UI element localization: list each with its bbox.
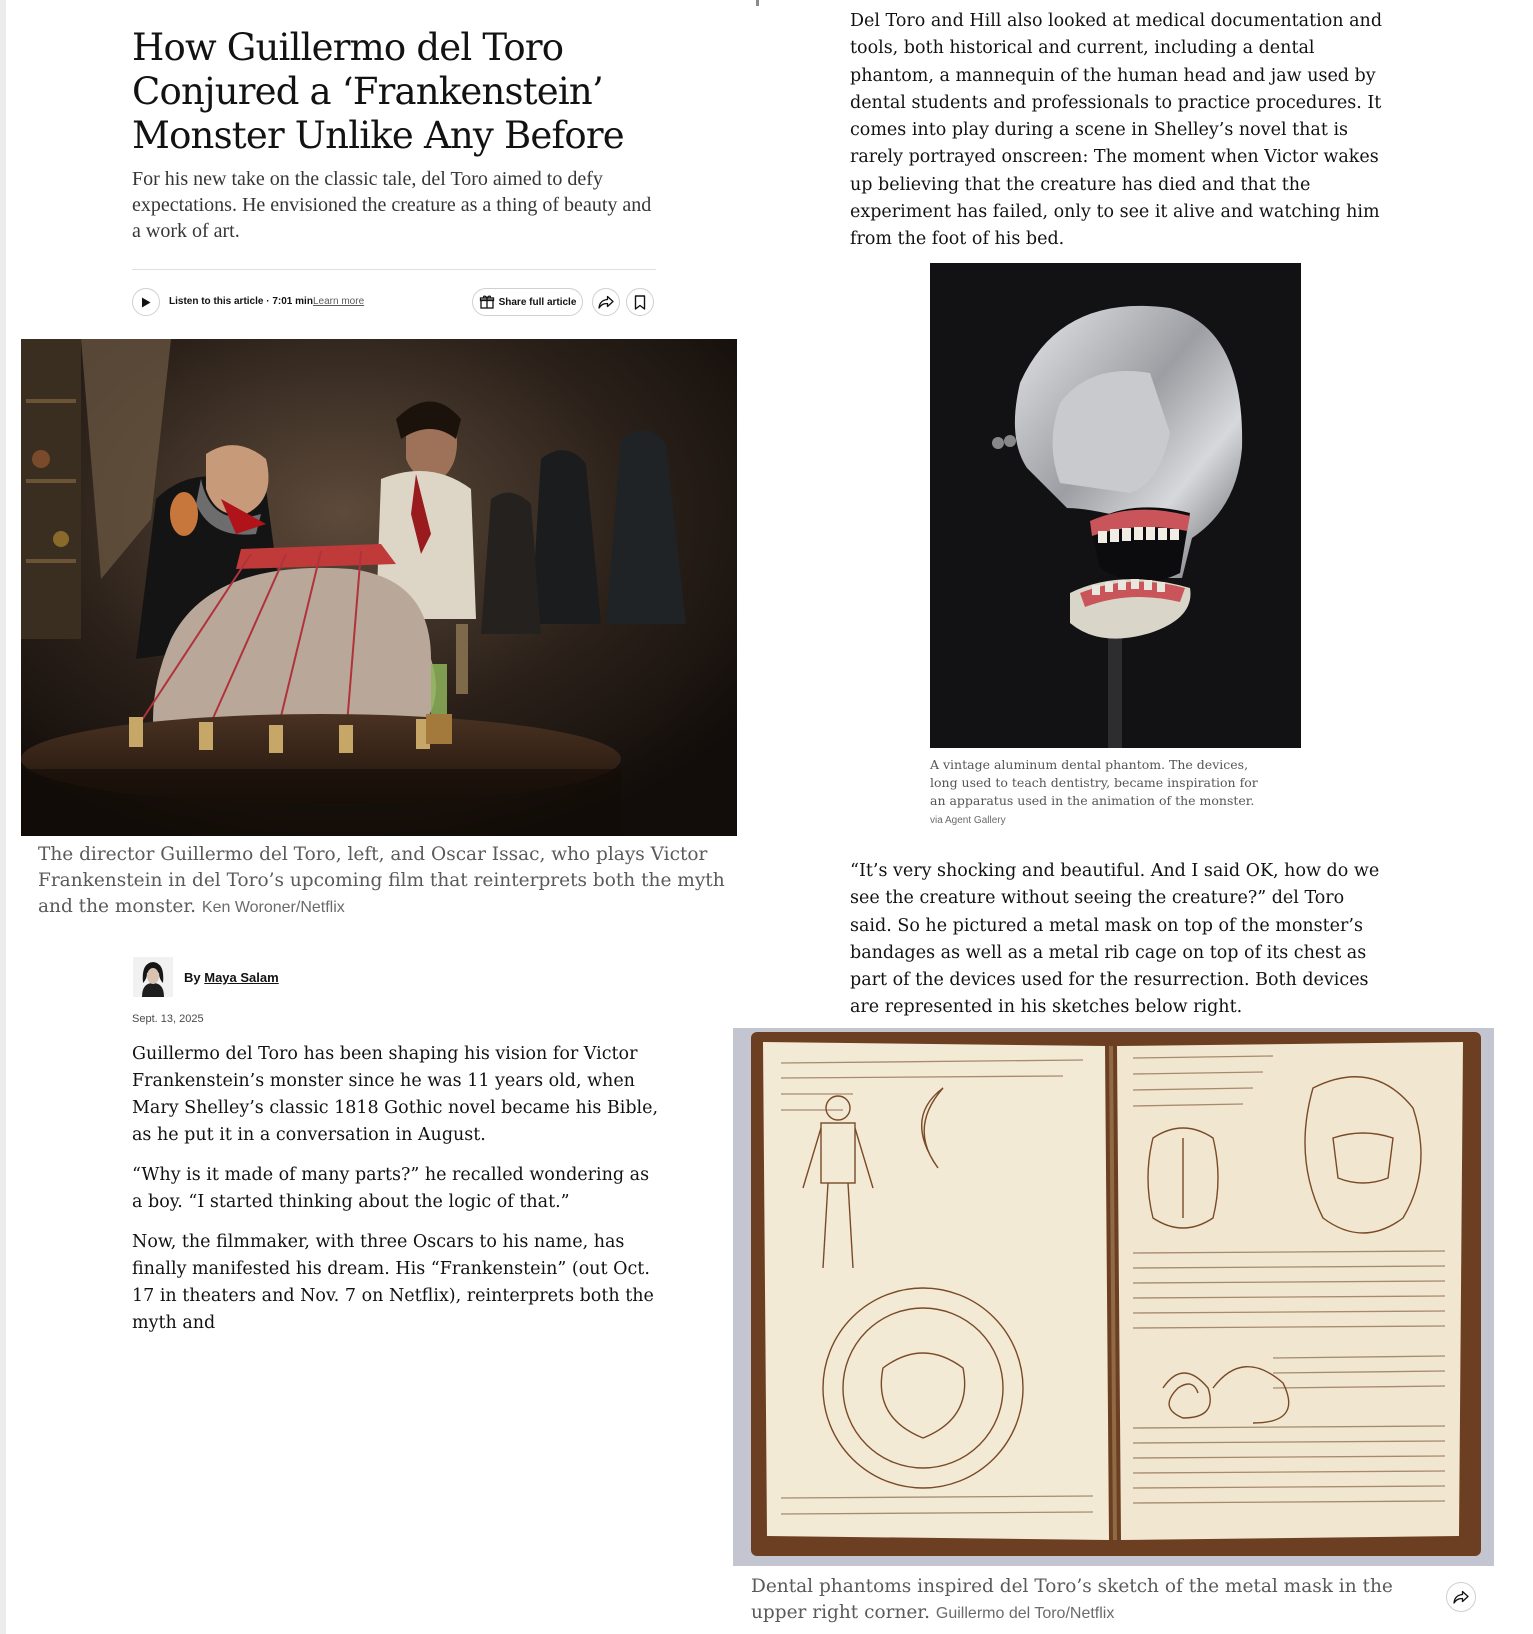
learn-more-link[interactable]: Learn more (313, 296, 365, 307)
byline-prefix: By (184, 970, 201, 985)
listen-label: Listen to this article · 7:01 min (169, 296, 313, 307)
gift-icon (479, 294, 495, 310)
main-photo-caption (38, 842, 733, 921)
byline (184, 970, 279, 985)
author-link[interactable]: Maya Salam (204, 970, 279, 985)
publish-date: Sept. 13, 2025 (132, 1013, 204, 1025)
body-paragraph-2: “Why is it made of many parts?” he recalled wondering as a boy. “I started thinking about the logic of that.” (132, 1165, 650, 1212)
phantom-caption-text: A vintage aluminum dental phantom. The devices, long used to teach dentistry, became inspiration for an apparatus used in the animation of the monster. (930, 757, 1258, 808)
article-body-left (132, 1041, 662, 1333)
photo-sketchbook (733, 1028, 1494, 1566)
phantom-photo-credit: via Agent Gallery (930, 815, 1006, 826)
main-photo-credit: Ken Woroner/Netflix (201, 899, 345, 916)
share-icon (598, 295, 614, 309)
article-summary: For his new take on the classic tale, del Toro aimed to defy expectations. He envisioned the creature as a thing of beauty and a work of art. (132, 168, 652, 242)
bookmark-icon (634, 295, 646, 310)
body-paragraph-right-1: Del Toro and Hill also looked at medical documentation and tools, both historical and current, including a dental phantom, a mannequin of the human head and jaw used by dental students and professionals to practice procedures. It comes into play during a scene in Shelley’s novel that is rarely portrayed onscreen: The moment when Victor wakes up believing that the creature has died and that the experiment has failed, only to see it alive and watching him from the foot of his bed. (850, 11, 1383, 250)
save-bookmark-button[interactable] (626, 288, 654, 316)
image-share-button[interactable] (1446, 1582, 1476, 1612)
article-headline: How Guillermo del Toro Conjured a ‘Frankenstein’ Monster Unlike Any Before (132, 26, 624, 157)
photo-dental-phantom (930, 263, 1301, 748)
share-full-article-button[interactable] (472, 288, 583, 316)
divider (132, 269, 656, 270)
column-marker (756, 0, 759, 6)
sketch-photo-credit: Guillermo del Toro/Netflix (935, 1605, 1115, 1622)
phantom-photo-caption (930, 756, 1260, 830)
share-button[interactable] (592, 288, 620, 316)
sketch-caption-text: Dental phantoms inspired del Toro’s sketch of the metal mask in the upper right corner. (751, 1576, 1393, 1623)
share-icon (1453, 1590, 1469, 1604)
article-toolbar (132, 286, 656, 318)
page-left-edge (0, 0, 6, 1634)
listen-play-button[interactable] (132, 288, 160, 316)
main-caption-text: The director Guillermo del Toro, left, and Oscar Issac, who plays Victor Frankenstein in del Toro’s upcoming film that reinterprets both the myth and the monster. (38, 844, 725, 917)
body-paragraph-1: Guillermo del Toro has been shaping his vision for Victor Frankenstein’s monster since he was 11 years old, when Mary Shelley’s classic 1818 Gothic novel became his Bible, as he put it in a conversation in August. (132, 1044, 659, 1145)
photo-del-toro-on-set (21, 339, 737, 836)
sketch-photo-caption (751, 1574, 1451, 1627)
author-avatar[interactable] (133, 957, 173, 997)
play-icon (141, 297, 151, 308)
body-paragraph-3: Now, the filmmaker, with three Oscars to his name, has finally manifested his dream. His “Frankenstein” (out Oct. 17 in theaters and Nov. 7 on Netflix), reinterprets both the myth and (132, 1232, 654, 1333)
share-full-article-label: Share full article (498, 296, 577, 308)
body-paragraph-right-2: “It’s very shocking and beautiful. And I said OK, how do we see the creature without seeing the creature?” del Toro said. So he pictured a metal mask on top of the monster’s bandages as well as a metal rib cage on top of its chest as part of the devices used for the resurrection. Both devices are represented in his sketches below right. (850, 861, 1380, 1018)
